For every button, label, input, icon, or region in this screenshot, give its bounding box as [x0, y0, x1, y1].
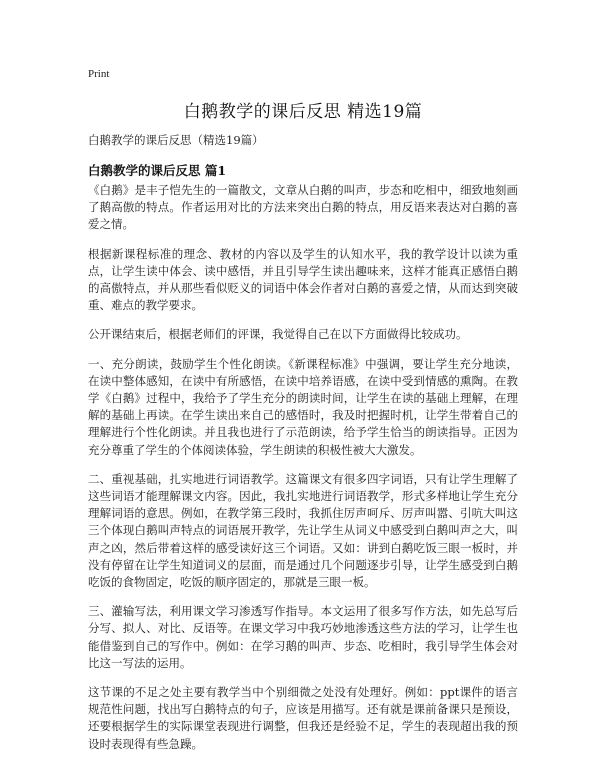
paragraph-intro: 《白鹅》是丰子恺先生的一篇散文，文章从白鹅的叫声，步态和吃相中，细致地刻画了鹅高傲的特点。作者运用对比的方法来突出白鹅的特点，用反语来表达对白鹅的喜爱之情。 [88, 183, 518, 232]
paragraph-summary: 公开课结束后，根据老师们的评课，我觉得自己在以下方面做得比较成功。 [88, 327, 468, 342]
document-body [88, 182, 518, 765]
paragraph-point-three: 三、灌输写法，利用课文学习渗透写作指导。本文运用了很多写作方法，如先总写后分写、拟人、对比、反语等。在课文学习中我巧妙地渗透这些方法的学习，让学生也能借鉴到自己的写作中。例如：在学习鹅的叫声、步态、吃相时，我引导学生体会对比这一写法的运用。 [88, 604, 518, 670]
document-subtitle: 白鹅教学的课后反思（精选19篇） [88, 133, 264, 147]
paragraph-point-two: 二、重视基础，扎实地进行词语教学。这篇课文有很多四字词语，只有让学生理解了这些词语才能理解课文内容。因此，我扎实地进行词语教学，形式多样地让学生充分理解词语的意思。例如，在教学第三段时，我抓住厉声呵斥、厉声叫嚣、引吭大叫这三个体现白鹅叫声特点的词语展开教学，先让学生从词义中感受到白鹅叫声之大，叫声之凶，然后带着这样的感受读好这三个词语。又如：讲到白鹅吃饭三眼一板时，并没有停留在让学生知道词义的层面，而是通过几个问题逐步引导，让学生感受到白鹅吃饭的食物固定，吃饭的顺序固定的，那就是三眼一板。 [88, 471, 518, 590]
print-label[interactable]: Print [88, 68, 110, 80]
document-title: 白鹅教学的课后反思 精选19篇 [183, 102, 423, 122]
paragraph-point-one: 一、充分朗读，鼓励学生个性化朗读。《新课程标准》中强调，要让学生充分地读，在读中整体感知，在读中有所感悟，在读中培养语感，在读中受到情感的熏陶。在教学《白鹅》过程中，我给予了学生充分的朗读时间，让学生在读的基础上理解，在理解的基础上再读。在学生读出来自己的感悟时，我及时把握时机，让学生带着自己的理解进行个性化朗读。并且我也进行了示范朗读，给予学生恰当的朗读指导。正因为充分尊重了学生的个体阅读体验，学生朗读的积极性被大大激发。 [88, 356, 518, 457]
paragraph-shortcomings: 这节课的不足之处主要有教学当中个别细微之处没有处理好。例如：ppt课件的语言规范性问题，找出写白鹅特点的句子，应该是用描写。还有就是课前备课只是预设，还要根据学生的实际课堂表现进行调整，但我还是经验不足，学生的表现超出我的预设时表现得有些急躁。 [88, 685, 518, 751]
paragraph-design: 根据新课程标准的理念、教材的内容以及学生的认知水平，我的教学设计以读为重点，让学生读中体会、读中感悟，并且引导学生读出趣味来，这样才能真正感悟白鹅的高傲特点，并从那些看似贬义的词语中体会作者对白鹅的喜爱之情，从而达到突破重、难点的教学要求。 [88, 246, 518, 313]
section-heading: 白鹅教学的课后反思 篇1 [88, 163, 227, 178]
